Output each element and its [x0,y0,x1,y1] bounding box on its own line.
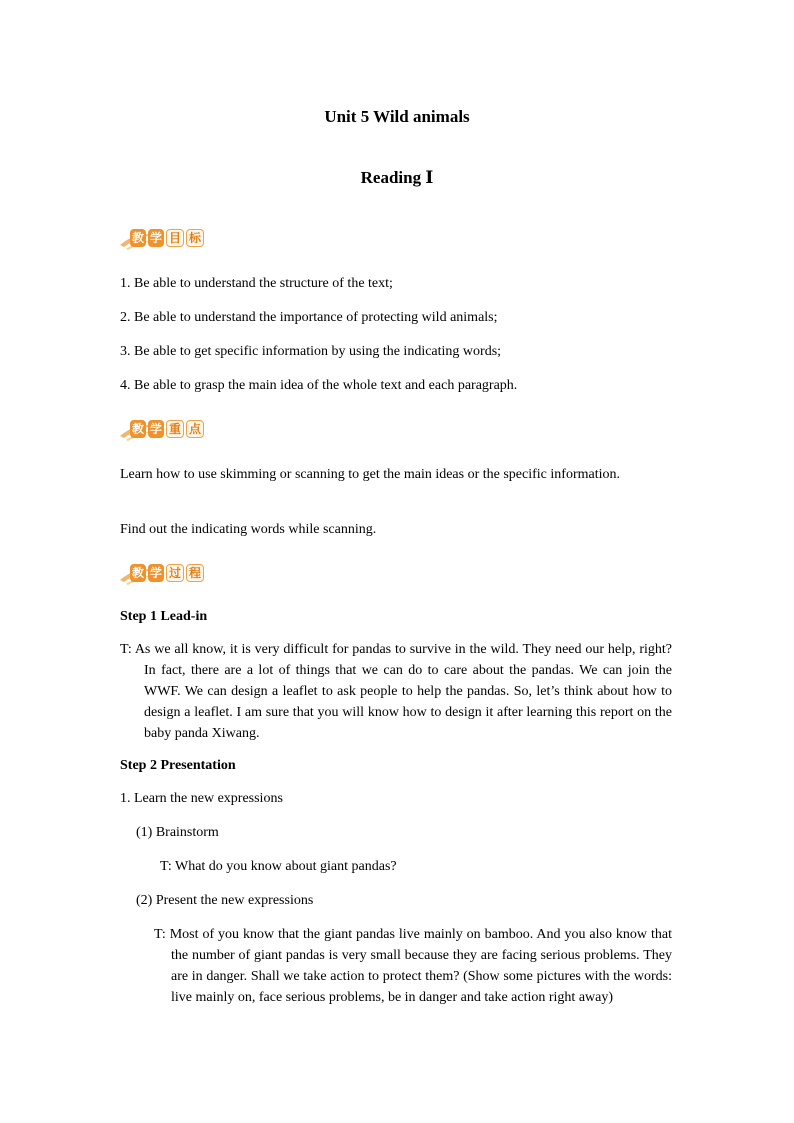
objective-item: 1. Be able to understand the structure of the text; [120,276,393,291]
page-subtitle: Reading Ⅰ [360,168,434,187]
process-badge: 教 学 过 程 [130,564,204,582]
page-title: Unit 5 Wild animals [324,107,470,126]
step1-heading: Step 1 Lead-in [120,609,208,624]
objective-item: 2. Be able to understand the importance of protecting wild animals; [120,310,498,325]
objective-item: 3. Be able to get specific information by using the indicating words; [120,344,502,359]
objectives-badge: 教 学 目 标 [130,229,204,247]
step2-subitem: (1) Brainstorm [136,825,219,840]
objectives-banner [118,224,204,252]
step2-subitem-text: T: Most of you know that the giant pandas live mainly on bamboo. And you also know that the number of giant pandas is very small because they are facing serious problems. They are in danger. Shall we take action to protect them? (Show some pictures with the words: live mainly on, face serious problems, be in danger and take action right away) [154,927,672,1005]
step2-subitem-text: T: What do you know about giant pandas? [160,859,397,874]
objective-item: 4. Be able to grasp the main idea of the whole text and each paragraph. [120,378,518,393]
step1-text: T: As we all know, it is very difficult for pandas to survive in the wild. They need our help, right? In fact, there are a lot of things that we can do to care about the pandas. We can join the WWF. We can design a leaflet to ask people to help the pandas. So, let’s think about how to design a leaflet. I am sure that you will know how to design it after learning this report on the baby panda Xiwang. [120,642,672,741]
step2-heading: Step 2 Presentation [120,758,236,773]
key-points-badge: 教 学 重 点 [130,420,204,438]
key-point-paragraph: Learn how to use skimming or scanning to get the main ideas or the specific information. [120,467,620,482]
step2-subitem: (2) Present the new expressions [136,893,314,908]
step2-item: 1. Learn the new expressions [120,791,283,806]
key-point-paragraph: Find out the indicating words while scanning. [120,522,377,537]
process-banner [118,559,204,587]
key-points-banner [118,415,204,443]
